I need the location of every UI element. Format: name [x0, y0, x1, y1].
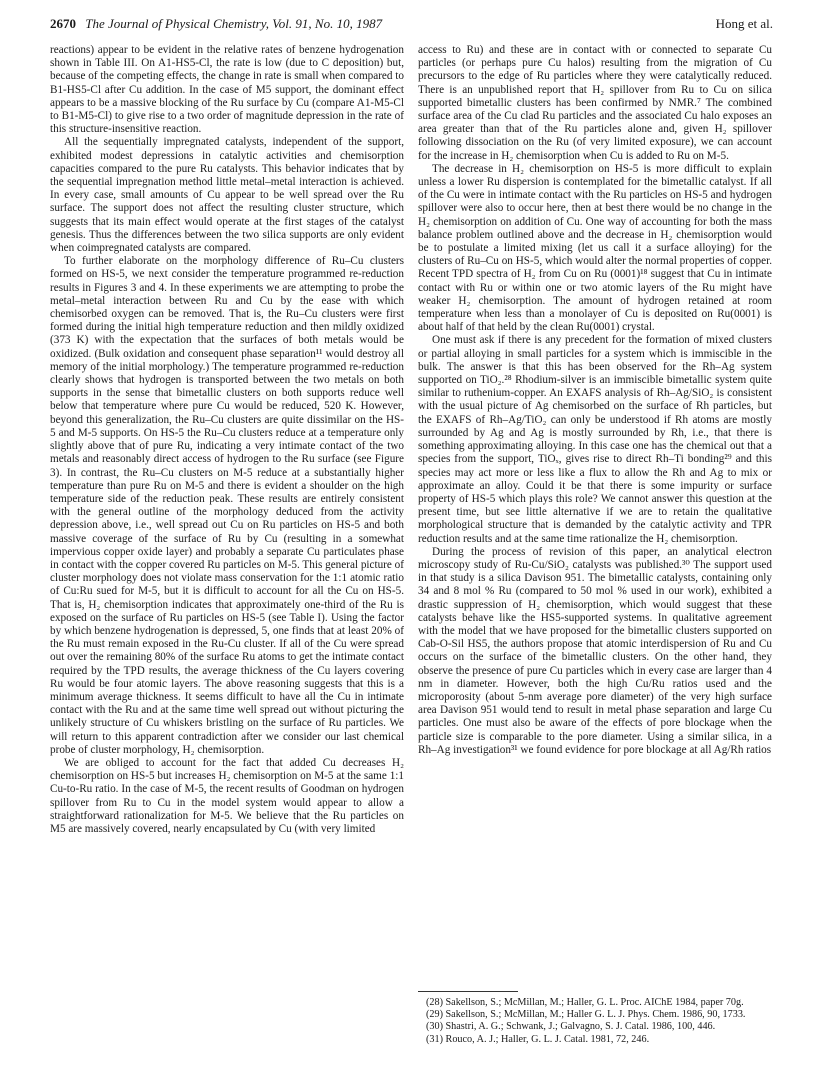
reference-item: (31) Rouco, A. J.; Haller, G. L. J. Catal. 1981, 72, 246.	[426, 1033, 650, 1045]
header-authors: Hong et al.	[715, 16, 773, 31]
references-divider	[418, 991, 518, 992]
page-number: 2670	[50, 16, 76, 31]
paragraph: access to Ru) and these are in contact with or connected to separate Cu particles (or perhaps pure Cu halos) resulting from the migration of Cu precursors to the edge of Ru particles where they were catalytically reduced. There is an unpublished report that H₂ spillover from Ru to Cu on silica supported bimetallic clusters has been confirmed by NMR.⁷ The combined surface area of the Cu clad Ru particles and the associated Cu halo exposes an area greater than that of the Ru particles alone and, given H₂ spillover following dissociation on the Ru (of very limited exposure), we can account for the increase in H₂ chemisorption when Cu is added to Ru on M-5.	[418, 44, 772, 162]
reference-item: (30) Shastri, A. G.; Schwank, J.; Galvagno, S. J. Catal. 1986, 100, 446.	[426, 1021, 716, 1033]
paragraph: All the sequentially impregnated catalysts, independent of the support, exhibited modest depressions in catalytic activities and chemisorption capacities compared to the pure Ru catalysts. This behavior indicates that by the sequential impregnation method little metal–metal interaction is achieved. In every case, small amounts of Cu appear to be well spread over the Ru surface. The support does not affect the resulting cluster structure, which suggests that its main effect would operate at the first stages of the catalyst genesis. Thus the differences between the two silica supports are only evident when coimpregnated catalysts are compared.	[50, 136, 404, 255]
reference-item: (29) Sakellson, S.; McMillan, M.; Haller G. L. J. Phys. Chem. 1986, 90, 1733.	[426, 1009, 746, 1021]
reference-item: (28) Sakellson, S.; McMillan, M.; Haller, G. L. Proc. AIChE 1984, paper 70g.	[426, 997, 744, 1008]
paragraph: To further elaborate on the morphology difference of Ru–Cu clusters formed on HS-5, we next consider the temperature programmed re-reduction results in Figures 3 and 4. In these experiments we are attempting to probe the metal–metal interaction between Ru and Cu by the ease with which chemisorbed oxygen can be removed. That is, the Ru–Cu clusters were first formed during the initial high temperature reduction and then mildly oxidized (373 K) with the expectation that the surfaces of both metals would be oxidized. (Bulk oxidation and consequent phase separation¹¹ would destroy all memory of the initial morphology.) The temperature programmed re-reduction clearly shows that hydrogen is transported between the two metals on both supports in the sense that bimetallic clusters on both supports reduce well below that temperature where pure Cu would be reduced, 520 K. However, beyond this generalization, the Ru–Cu clusters are quite dissimilar on the HS-5 and M-5 supports. On HS-5 the Ru–Cu clusters reduce at a temperature only slightly above that of pure Ru, indicating a very intimate contact of the two metals and reasonably direct access of hydrogen to the Ru surface (see Figure 3). In contrast, the Ru–Cu clusters on M-5 reduce at a substantially higher temperature than pure Ru on M-5 and there is evident a shoulder on the high temperature side of the reduction peak. These results are entirely consistent with the general outline of the morphology deduced from the activity depression above, i.e., well spread out Cu on Ru particles on HS-5 and both massive coverage of the surface of Ru by Cu (resulting in a somewhat impervious copper oxide layer) and probably a separate Cu particulates phase in contact with the copper covered Ru particles on M-5. This general picture of cluster morphology does not violate mass conservation for the 1:1 atomic ratio of Cu:Ru sued for M-5, but it is difficult to account for all the Cu on HS-5. That is, H₂ chemisorption indicates that approximately one-third of the Ru is exposed on the surface of Ru particles on HS-5 (see Table I). Using the factor by which benzene hydrogenation is depressed, 5, one finds that at least 20% of the Ru must remain exposed in the Ru-Cu cluster. If all of the Cu were spread out over the remaining 80% of the surface Ru atoms to get the intimate contact required by the TPD results, the average thickness of the Cu layers covering Ru would be four atomic layers. The above reasoning suggests that this is a minimum average thickness. It seems difficult to have all the Cu in intimate contact with the Ru and at the same time well spread out without picturing the unlikely structure of Cu whiskers bristling on the surface of Ru particles. We will return to this apparent contradiction after we consider our last chemical probe of cluster morphology, H₂ chemisorption.	[50, 255, 404, 756]
paragraph: The decrease in H₂ chemisorption on HS-5 is more difficult to explain unless a lower Ru dispersion is contemplated for the bimetallic catalyst. If all of the Cu were in intimate contact with the Ru particles on HS-5 and hydrogen spillover were also to occur here, then at best there would be no change in the H₂ chemisorption on addition of Cu. One way of accounting for both the mass balance problem outlined above and the decrease in H₂ chemisorption would be to postulate a limited mixing (let us call it a surface alloying) for the clusters of Ru–Cu on HS-5, which would alter the normal properties of copper. Recent TPD spectra of H₂ from Cu on Ru (0001)¹⁸ suggest that Cu in intimate contact with Ru or within one or two atomic layers of the Ru might have weaker H₂ chemisorption. The amount of hydrogen retained at room temperature when less than a monolayer of Cu is deposited on Ru(0001) is about half of that held by the clean Ru(0001) crystal.	[418, 162, 772, 334]
right-column	[418, 44, 772, 757]
paragraph: One must ask if there is any precedent for the formation of mixed clusters or partial alloying in small particles for a system which is immiscible in the bulk. The answer is that this has been observed for the Rh–Ag system supported on TiO₂.²⁸ Rhodium-silver is an immiscible bimetallic system quite similar to ruthenium-copper. An EXAFS analysis of Rh–Ag/SiO₂ is consistent with the usual picture of Ag chemisorbed on the surface of Rh particles, but the EXAFS of Rh–Ag/TiO₂ can only be understood if Rh atoms are mostly surrounded by Ag and Ag is mostly surrounded by Rh, i.e., that there is something approximating alloying. In this case one has the chemical out that a species from the support, TiOₓ, gives rise to direct Rh–Ti bonding²⁹ and this species may act more or less like a flux to allow the Rh and Ag to mix or approximate an alloy. Could it be that there is some impurity or surface property of HS-5 which plays this role? We cannot answer this question at the present time, but see little alternative if we are to retain the qualitative morphological structure that is demanded by the catalytic activity and TPR reduction results and at the same time rationalize the H₂ chemisorption.	[418, 334, 772, 545]
paragraph: We are obliged to account for the fact that added Cu decreases H₂ chemisorption on HS-5 but increases H₂ chemisorption on M-5 at the same 1:1 Cu-to-Ru ratio. In the case of M-5, the recent results of Goodman on hydrogen spillover from Ru to Cu in the model system would appear to allow a straightforward rationalization for M-5. We believe that the Ru particles on M5 are massively covered, nearly encapsulated by Cu (with very limited	[50, 756, 404, 835]
references	[418, 997, 772, 1046]
header-left	[50, 14, 382, 34]
running-header	[50, 14, 773, 34]
journal-name: The Journal of Physical Chemistry, Vol. 91, No. 10, 1987	[85, 16, 383, 31]
paragraph: During the process of revision of this paper, an analytical electron microscopy study of Ru-Cu/SiO₂ catalysts was published.³⁰ The support used in that study is a silica Davison 951. The bimetallic catalysts, containing only 34 and 8 mol % Ru (compared to 50 mol % used in our work), exhibited a drastic suppression of H₂ chemisorption, which would suggest that these catalysts behave like the HS5-supported systems. In qualitative agreement with the model that we have proposed for the bimetallic clusters supported on Cab-O-Sil HS5, the authors propose that atomic interdispersion of Ru and Cu occurs on the surface of the bimetallic clusters. On the other hand, they observe the presence of pure Cu particles which in every case are larger than 4 nm in diameter. However, both the high Cu/Ru ratios used and the microporosity (about 5-nm average pore diameter) of the very high surface area Davison 951 would tend to result in metal phase separation and large Cu particles. One must also be aware of the effects of pore blockage when the particle size is comparable to the pore diameter. Using a similar silica, in a Rh–Ag investigation³¹ we found evidence for pore blockage at all Ag/Rh ratios	[418, 545, 772, 756]
left-column	[50, 44, 404, 836]
paragraph: reactions) appear to be evident in the relative rates of benzene hydrogenation shown in Table III. On A1-HS5-Cl, the rate is low (due to C deposition) but, because of the competing effects, the change in rate is small when compared to B1-HS5-Cl after Cu addition. In the case of M5 support, the dominant effect appears to be a massive blocking of the Ru surface by Cu (compare A1-M5-Cl to B1-M5-Cl) to give rise to a two order of magnitude depression in the rate of this structure-insensitive reaction.	[50, 44, 404, 136]
